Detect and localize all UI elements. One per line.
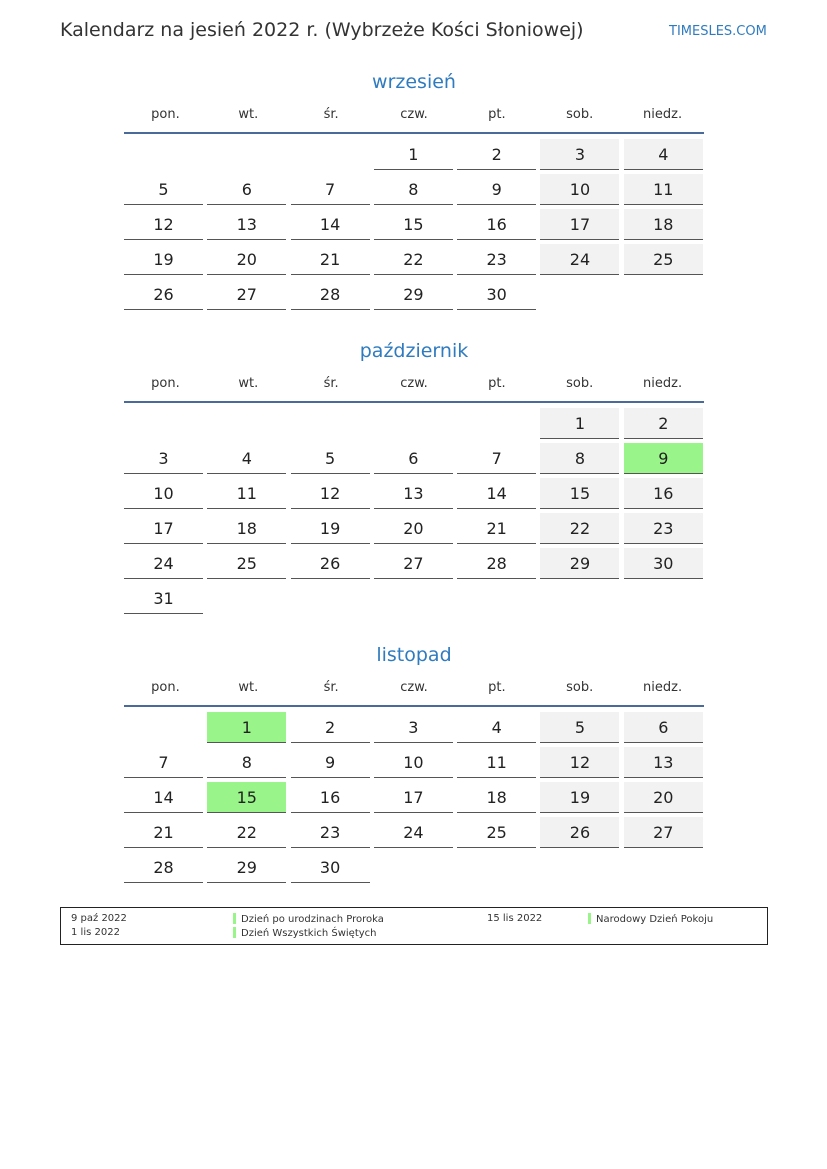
holiday-day-cell: 1 [207,712,286,743]
legend-holiday [233,927,377,939]
day-cell: 17 [374,782,453,813]
day-cell: 23 [457,244,536,275]
weekday-label: śr. [323,375,339,391]
weekday-label: pon. [151,106,180,122]
day-cell: 16 [291,782,370,813]
day-cell: 25 [457,817,536,848]
day-cell: 2 [291,712,370,743]
day-cell: 20 [624,782,703,813]
weekday-label: pt. [488,106,506,122]
legend-holiday-name: Narodowy Dzień Pokoju [596,914,714,925]
holiday-marker [588,913,591,924]
legend-holiday-name: Dzień po urodzinach Proroka [241,914,384,925]
day-cell: 19 [124,244,203,275]
weekday-label: śr. [323,679,339,695]
day-cell: 26 [124,279,203,310]
day-cell: 23 [624,513,703,544]
day-grid [124,403,704,614]
day-cell: 21 [124,817,203,848]
day-cell: 27 [374,548,453,579]
day-cell: 5 [540,712,619,743]
weekday-header [124,96,704,134]
day-cell: 29 [207,852,286,883]
day-cell: 22 [540,513,619,544]
weekday-label: pt. [488,679,506,695]
day-cell: 3 [540,139,619,170]
day-cell: 10 [540,174,619,205]
day-cell: 17 [124,513,203,544]
day-cell: 12 [540,747,619,778]
empty-cell [207,408,286,439]
day-cell: 14 [291,209,370,240]
legend-date: 1 lis 2022 [71,927,120,938]
day-cell: 24 [124,548,203,579]
day-cell: 18 [624,209,703,240]
day-cell: 27 [207,279,286,310]
day-cell: 17 [540,209,619,240]
weekday-header [124,669,704,707]
day-cell: 1 [374,139,453,170]
day-cell: 4 [624,139,703,170]
weekday-label: czw. [400,679,428,695]
day-cell: 29 [540,548,619,579]
day-cell: 1 [540,408,619,439]
day-cell: 24 [374,817,453,848]
day-cell: 13 [207,209,286,240]
day-cell: 19 [291,513,370,544]
weekday-label: pt. [488,375,506,391]
legend-date: 9 paź 2022 [71,913,127,924]
day-cell: 3 [124,443,203,474]
day-cell: 20 [207,244,286,275]
day-cell: 21 [291,244,370,275]
weekday-label: sob. [566,679,594,695]
legend-date: 15 lis 2022 [487,913,543,924]
day-cell: 19 [540,782,619,813]
empty-cell [374,408,453,439]
day-cell: 22 [207,817,286,848]
weekday-label: śr. [323,106,339,122]
day-cell: 11 [457,747,536,778]
holiday-day-cell: 15 [207,782,286,813]
weekday-label: niedz. [643,375,683,391]
weekday-label: pon. [151,375,180,391]
day-cell: 16 [457,209,536,240]
day-cell: 26 [540,817,619,848]
brand-link[interactable]: TIMESLES.COM [669,24,767,39]
empty-cell [124,139,203,170]
day-cell: 30 [291,852,370,883]
empty-cell [291,139,370,170]
month-title: listopad [376,644,452,666]
day-cell: 3 [374,712,453,743]
day-cell: 25 [207,548,286,579]
day-cell: 13 [374,478,453,509]
day-cell: 28 [124,852,203,883]
day-cell: 26 [291,548,370,579]
day-cell: 15 [540,478,619,509]
day-cell: 18 [207,513,286,544]
day-cell: 9 [291,747,370,778]
day-cell: 14 [457,478,536,509]
day-cell: 10 [124,478,203,509]
weekday-label: czw. [400,106,428,122]
day-cell: 21 [457,513,536,544]
day-cell: 31 [124,583,203,614]
day-cell: 7 [457,443,536,474]
holiday-marker [233,913,236,924]
day-cell: 11 [207,478,286,509]
empty-cell [291,408,370,439]
legend-holiday-name: Dzień Wszystkich Świętych [241,928,377,939]
weekday-label: niedz. [643,106,683,122]
day-cell: 29 [374,279,453,310]
day-cell: 4 [207,443,286,474]
weekday-label: wt. [238,375,259,391]
empty-cell [124,408,203,439]
holiday-day-cell: 9 [624,443,703,474]
holiday-marker [233,927,236,938]
weekday-label: czw. [400,375,428,391]
day-cell: 11 [624,174,703,205]
day-cell: 23 [291,817,370,848]
day-cell: 8 [540,443,619,474]
day-grid [124,134,704,310]
month-title: październik [359,340,469,362]
day-cell: 8 [207,747,286,778]
holiday-legend [60,907,768,945]
day-cell: 22 [374,244,453,275]
day-cell: 5 [124,174,203,205]
weekday-label: sob. [566,375,594,391]
day-cell: 12 [124,209,203,240]
day-cell: 7 [291,174,370,205]
day-cell: 12 [291,478,370,509]
day-cell: 25 [624,244,703,275]
day-cell: 20 [374,513,453,544]
day-cell: 9 [457,174,536,205]
day-cell: 2 [624,408,703,439]
day-grid [124,707,704,883]
day-cell: 13 [624,747,703,778]
day-cell: 6 [207,174,286,205]
day-cell: 8 [374,174,453,205]
day-cell: 6 [624,712,703,743]
day-cell: 4 [457,712,536,743]
legend-holiday [588,913,713,925]
page-title: Kalendarz na jesień 2022 r. (Wybrzeże Kości Słoniowej) [60,19,584,41]
day-cell: 28 [291,279,370,310]
day-cell: 5 [291,443,370,474]
month-november [124,641,704,883]
weekday-header [124,365,704,403]
weekday-label: sob. [566,106,594,122]
day-cell: 16 [624,478,703,509]
weekday-label: pon. [151,679,180,695]
month-title: wrzesień [372,71,456,93]
weekday-label: wt. [238,106,259,122]
empty-cell [207,139,286,170]
day-cell: 2 [457,139,536,170]
weekday-label: niedz. [643,679,683,695]
day-cell: 30 [624,548,703,579]
weekday-label: wt. [238,679,259,695]
empty-cell [457,408,536,439]
day-cell: 14 [124,782,203,813]
day-cell: 10 [374,747,453,778]
day-cell: 30 [457,279,536,310]
day-cell: 6 [374,443,453,474]
legend-holiday [233,913,384,925]
day-cell: 24 [540,244,619,275]
empty-cell [124,712,203,743]
day-cell: 18 [457,782,536,813]
month-september [124,68,704,310]
day-cell: 28 [457,548,536,579]
day-cell: 27 [624,817,703,848]
month-october [124,337,704,614]
day-cell: 15 [374,209,453,240]
day-cell: 7 [124,747,203,778]
